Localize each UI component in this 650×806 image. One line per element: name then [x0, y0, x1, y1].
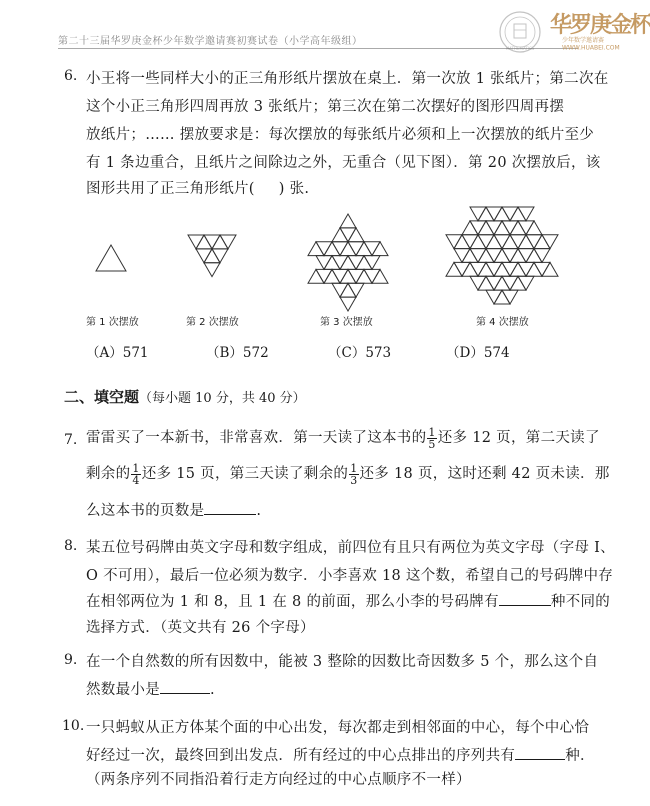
- triangle-piece: [332, 256, 348, 270]
- triangle-piece: [332, 242, 348, 256]
- triangle-piece: [454, 262, 470, 276]
- triangle-piece: [462, 235, 478, 249]
- section-2-note: （每小题 10 分，共 40 分）: [139, 391, 306, 406]
- q8-line-3-b: 种不同的: [550, 594, 611, 610]
- triangle-piece: [340, 269, 356, 283]
- triangle-piece: [518, 207, 534, 221]
- triangle-piece: [332, 228, 348, 242]
- q7-frac2-den: 4: [132, 473, 140, 487]
- triangle-piece: [526, 221, 542, 235]
- q8-line-1: 某五位号码牌由英文字母和数字组成，前四位有且只有两位为英文字母（字母 I、: [86, 540, 615, 556]
- q7-number: 7.: [64, 432, 78, 448]
- triangle-piece: [364, 256, 380, 270]
- triangle-piece: [308, 269, 324, 283]
- q9-number: 9.: [64, 652, 78, 668]
- q7-fraction-2: [131, 463, 140, 486]
- q10-line-2-a: 好经过一次，最终回到出发点．所有经过的中心点排出的序列共有: [86, 748, 516, 764]
- triangle-piece: [212, 249, 228, 263]
- triangle-piece: [332, 283, 348, 297]
- hualuogeng-logo: [550, 8, 650, 51]
- triangle-piece: [446, 235, 462, 249]
- q7-frac2-num: 1: [132, 461, 140, 475]
- triangle-piece: [356, 256, 372, 270]
- triangle-piece: [462, 221, 478, 235]
- triangle-piece: [502, 249, 518, 263]
- q6-line-5-after: ) 张.: [278, 181, 310, 197]
- triangle-piece: [316, 242, 332, 256]
- triangle-piece: [486, 249, 502, 263]
- triangle-piece: [446, 262, 462, 276]
- q8-line-3: [86, 590, 610, 611]
- q10-line-1: 一只蚂蚁从正方体某个面的中心出发，每次都走到相邻面的中心，每个中心恰: [86, 720, 590, 736]
- section-2-heading: [64, 386, 306, 407]
- q8-number: 8.: [64, 538, 78, 554]
- triangle-piece: [324, 256, 340, 270]
- triangle-piece: [348, 228, 364, 242]
- triangle-piece: [502, 221, 518, 235]
- triangle-piece: [340, 297, 356, 311]
- q9-answer-blank[interactable]: [160, 680, 210, 694]
- triangle-piece: [478, 276, 494, 290]
- triangle-piece: [462, 249, 478, 263]
- triangle-piece: [486, 235, 502, 249]
- q10-line-3: （两条序列不同指沿着行走方向经过的中心点顺序不一样）: [86, 772, 471, 788]
- q10-line-2: [86, 744, 595, 765]
- triangle-piece: [478, 221, 494, 235]
- triangle-piece: [502, 207, 518, 221]
- triangle-piece: [486, 207, 502, 221]
- triangle-piece: [510, 221, 526, 235]
- triangle-piece: [486, 262, 502, 276]
- triangle-piece: [510, 276, 526, 290]
- triangle-piece: [486, 276, 502, 290]
- triangle-piece: [348, 269, 364, 283]
- triangle-piece: [454, 249, 470, 263]
- triangle-piece: [348, 283, 364, 297]
- triangle-piece: [494, 221, 510, 235]
- triangle-piece: [478, 249, 494, 263]
- q6-line-5: [86, 177, 309, 198]
- q6-line-2: 这个小正三角形四周再放 3 张纸片；第三次在第二次摆好的图形四周再摆: [86, 99, 565, 115]
- q6-line-1: 小王将一些同样大小的正三角形纸片摆放在桌上．第一次放 1 张纸片；第二次在: [86, 71, 609, 87]
- triangle-piece: [340, 228, 356, 242]
- q8-line-2: O 不可用），最后一位必须为数字．小李喜欢 18 这个数，希望自己的号码牌中存: [86, 568, 614, 584]
- triangle-piece: [212, 235, 228, 249]
- page-header: [58, 12, 650, 52]
- triangle-piece: [340, 256, 356, 270]
- triangle-piece: [470, 221, 486, 235]
- exam-title: 第二十三届华罗庚金杯少年数学邀请赛初赛试卷（小学高年级组）: [58, 36, 363, 47]
- figure-step-3: [304, 212, 392, 298]
- figure-label-2: 第 2 次摆放: [186, 317, 239, 328]
- triangle-piece: [510, 235, 526, 249]
- q7-fraction-1: [427, 427, 436, 450]
- triangle-piece: [518, 276, 534, 290]
- triangle-piece: [324, 269, 340, 283]
- triangle-piece: [470, 276, 486, 290]
- logo-url: WWW.HUABEI.COM: [562, 44, 620, 51]
- triangle-piece: [502, 262, 518, 276]
- triangle-piece: [518, 221, 534, 235]
- triangle-piece: [220, 235, 236, 249]
- triangle-piece: [372, 242, 388, 256]
- triangle-piece: [204, 235, 220, 249]
- figure-label-1: 第 1 次摆放: [86, 317, 139, 328]
- triangle-piece: [308, 242, 324, 256]
- mathematics-seal-icon: [498, 10, 542, 54]
- figure-step-1: [94, 243, 128, 273]
- q7-line-2-c: 还多 18 页，这时还剩 42 页未读．那: [359, 466, 610, 482]
- q9-line-2: [86, 678, 215, 699]
- triangle-piece: [364, 242, 380, 256]
- triangle-piece: [542, 262, 558, 276]
- triangle-piece: [502, 276, 518, 290]
- q7-line-3: [86, 499, 261, 520]
- triangle-piece: [518, 249, 534, 263]
- triangle-piece: [316, 269, 332, 283]
- q7-line-3-text: 么这本书的页数是: [86, 503, 205, 519]
- seal-text: MATHEMATICS: [505, 46, 535, 51]
- q10-number: 10.: [62, 718, 85, 734]
- triangle-piece: [332, 269, 348, 283]
- triangle-piece: [526, 235, 542, 249]
- triangle-piece: [454, 235, 470, 249]
- q7-line-2-a: 剩余的: [86, 466, 131, 482]
- triangle-piece: [494, 262, 510, 276]
- triangle-piece: [340, 242, 356, 256]
- figure-step-4: [444, 205, 560, 305]
- triangle-piece: [542, 235, 558, 249]
- q7-line-2: [86, 462, 610, 486]
- q6-option-a: （A）571: [86, 345, 149, 361]
- triangle-piece: [470, 207, 486, 221]
- triangle-piece: [470, 262, 486, 276]
- triangle-piece: [494, 276, 510, 290]
- section-2-title: 二、填空题: [64, 388, 140, 406]
- q6-option-c: （C）573: [328, 345, 392, 361]
- triangle-piece: [502, 290, 518, 304]
- triangle-piece: [470, 235, 486, 249]
- q9-line-2-a: 然数最小是: [86, 682, 160, 698]
- triangle-piece: [478, 207, 494, 221]
- triangle-piece: [188, 235, 204, 249]
- triangle-piece: [502, 235, 518, 249]
- q7-line-1: [86, 426, 600, 450]
- q7-frac1-num: 1: [428, 425, 436, 439]
- triangle-piece: [340, 283, 356, 297]
- triangle-piece: [526, 262, 542, 276]
- q8-line-4: 选择方式．（英文共有 26 个字母）: [86, 620, 315, 636]
- logo-subtext: 少年数学邀请赛: [562, 36, 604, 44]
- q6-number: 6.: [64, 68, 78, 84]
- triangle-piece: [340, 214, 356, 228]
- triangle-piece: [478, 262, 494, 276]
- q7-fraction-3: [349, 463, 358, 486]
- q9-line-2-b: .: [210, 682, 215, 698]
- q6-option-b: （B）572: [206, 345, 269, 361]
- q7-answer-blank[interactable]: [204, 501, 256, 515]
- triangle-piece: [510, 249, 526, 263]
- triangle-piece: [510, 207, 526, 221]
- triangle-piece: [462, 262, 478, 276]
- q10-line-2-b: 种．: [565, 748, 595, 764]
- triangle-piece: [204, 263, 220, 277]
- triangle-piece: [348, 256, 364, 270]
- triangle-piece: [316, 256, 332, 270]
- triangle-piece: [518, 262, 534, 276]
- triangle-piece: [486, 290, 502, 304]
- triangle-piece: [196, 235, 212, 249]
- triangle-piece: [348, 242, 364, 256]
- triangle-piece: [534, 235, 550, 249]
- q6-line-5-before: 图形共用了正三角形纸片(: [86, 181, 255, 197]
- triangle-piece: [494, 235, 510, 249]
- q8-line-3-a: 在相邻两位为 1 和 8，且 1 在 8 的前面，那么小李的号码牌有: [86, 594, 499, 610]
- q8-answer-blank[interactable]: [499, 592, 551, 606]
- triangle-piece: [494, 207, 510, 221]
- q7-line-3-end: .: [256, 503, 262, 519]
- q9-line-1: 在一个自然数的所有因数中，能被 3 整除的因数比奇因数多 5 个，那么这个自: [86, 654, 599, 670]
- triangle-piece: [486, 221, 502, 235]
- q7-line-1-b: 还多 12 页，第二天读了: [437, 430, 600, 446]
- triangle-piece: [494, 249, 510, 263]
- triangle-piece: [204, 249, 220, 263]
- q6-line-3: 放纸片；…… 摆放要求是：每次摆放的每张纸片必须和上一次摆放的纸片至少: [86, 127, 595, 143]
- triangle-piece: [470, 249, 486, 263]
- triangle-piece: [526, 249, 542, 263]
- q7-line-2-b: 还多 15 页，第三天读了剩余的: [141, 466, 349, 482]
- triangle-piece: [196, 249, 212, 263]
- q7-frac3-num: 1: [350, 461, 358, 475]
- triangle-piece: [372, 269, 388, 283]
- q6-option-d: （D）574: [446, 345, 510, 361]
- q7-frac1-den: 5: [428, 437, 436, 451]
- triangle-piece: [324, 242, 340, 256]
- triangle-piece: [534, 262, 550, 276]
- triangle-piece: [356, 242, 372, 256]
- triangle-piece: [478, 235, 494, 249]
- triangle-piece: [518, 235, 534, 249]
- triangle-piece: [494, 290, 510, 304]
- figure-step-2: [186, 231, 238, 283]
- triangle-piece: [364, 269, 380, 283]
- figure-label-4: 第 4 次摆放: [476, 317, 529, 328]
- q10-answer-blank[interactable]: [515, 746, 565, 760]
- logo-text: 华罗庚金杯: [550, 12, 650, 38]
- figure-label-3: 第 3 次摆放: [320, 317, 373, 328]
- triangle-piece: [510, 262, 526, 276]
- triangle-piece: [534, 249, 550, 263]
- q7-line-1-a: 雷雷买了一本新书，非常喜欢．第一天读了这本书的: [86, 430, 427, 446]
- triangle-piece: [356, 269, 372, 283]
- q6-line-4: 有 1 条边重合，且纸片之间除边之外，无重合（见下图）．第 20 次摆放后，该: [86, 155, 601, 171]
- q7-frac3-den: 3: [350, 473, 358, 487]
